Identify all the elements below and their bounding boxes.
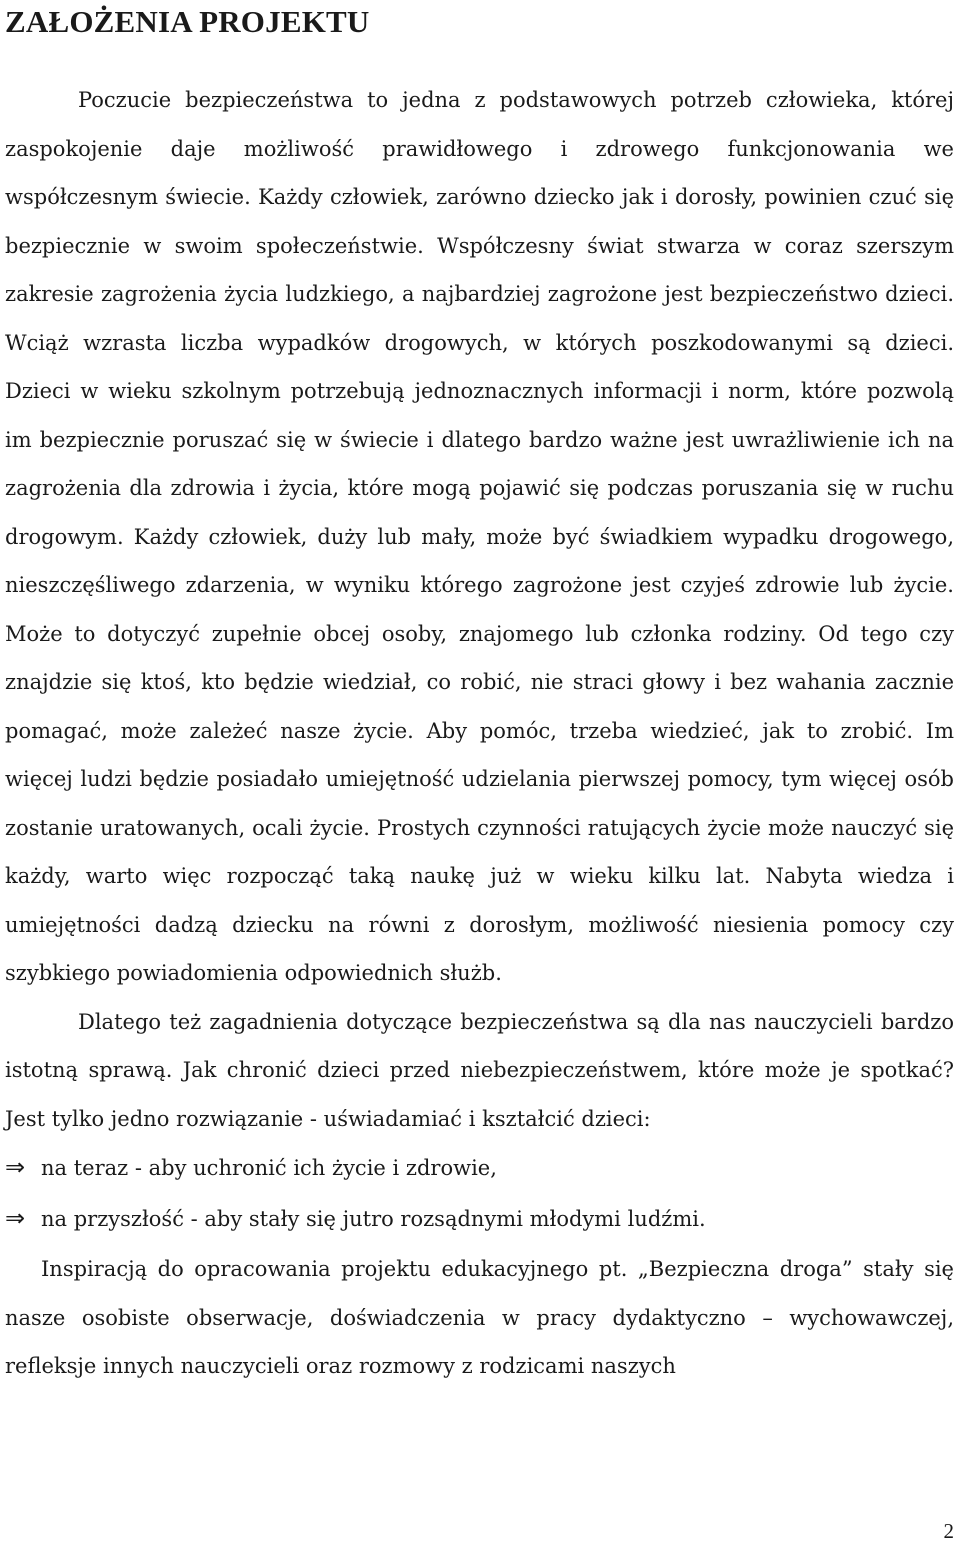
list-item-text: na przyszłość - aby stały się jutro rozsądnymi młodymi ludźmi. [41, 1207, 706, 1231]
paragraph-teachers: Dlatego też zagadnienia dotyczące bezpieczeństwa są dla nas nauczycieli bardzo istotną sprawą. Jak chronić dzieci przed niebezpieczeństwem, które może je spotkać? Jest tylko jedno rozwiązanie - uświadamiać i kształcić dzieci: [5, 1009, 954, 1131]
paragraph-inspiration: Inspiracją do opracowania projektu edukacyjnego pt. „Bezpieczna droga” stały się nasze osobiste obserwacje, doświadczenia w pracy dydaktyczno – wychowawczej, refleksje innych nauczycieli oraz rozmowy z rodzicami naszych [5, 1257, 954, 1378]
page-number: 2 [943, 1519, 954, 1543]
right-double-arrow-icon: ⇒ [5, 1153, 26, 1181]
paragraph-intro: Poczucie bezpieczeństwa to jedna z podstawowych potrzeb człowieka, której zaspokojenie daje możliwość prawidłowego i zdrowego funkcjonowania we współczesnym świecie. Każdy człowiek, zarówno dziecko jak i dorosły, powinien czuć się bezpiecznie w swoim społeczeństwie. Współczesny świat stwarza w coraz szerszym zakresie zagrożenia życia ludzkiego, a najbardziej zagrożone jest bezpieczeństwo dzieci. Wciąż wzrasta liczba wypadków drogowych, w których poszkodowanymi są dzieci. Dzieci w wieku szkolnym potrzebują jednoznacznych informacji i norm, które pozwolą im bezpiecznie poruszać się w świecie i dlatego bardzo ważne jest uwrażliwienie ich na zagrożenia dla zdrowia i życia, które mogą pojawić się podczas poruszania się w ruchu drogowym. Każdy człowiek, duży lub mały, może być świadkiem wypadku drogowego, nieszczęśliwego zdarzenia, w wyniku którego zagrożone jest czyjeś zdrowie lub życie. Może to dotyczyć zupełnie obcej osoby, znajomego lub członka rodziny. Od tego czy znajdzie się ktoś, kto będzie wiedział, co robić, nie straci głowy i bez wahania zacznie pomagać, może zależeć nasze życie. Aby pomóc, trzeba wiedzieć, jak to zrobić. Im więcej ludzi będzie posiadało umiejętność udzielania pierwszej pomocy, tym więcej osób zostanie uratowanych, ocali życie. Prostych czynności ratujących życie może nauczyć się każdy, warto więc rozpocząć taką naukę już w wieku kilku lat. Nabyta wiedza i umiejętności dadzą dziecku na równi z dorosłym, możliwość niesienia pomocy czy szybkiego powiadomienia odpowiednich służb. [5, 88, 954, 985]
list-item [5, 1143, 954, 1194]
bullet-list [5, 1143, 954, 1245]
list-item-text: na teraz - aby uchronić ich życie i zdrowie, [41, 1156, 497, 1180]
page-title: ZAŁOŻENIA PROJEKTU [5, 4, 370, 39]
list-item [5, 1194, 954, 1245]
right-double-arrow-icon: ⇒ [5, 1204, 26, 1232]
